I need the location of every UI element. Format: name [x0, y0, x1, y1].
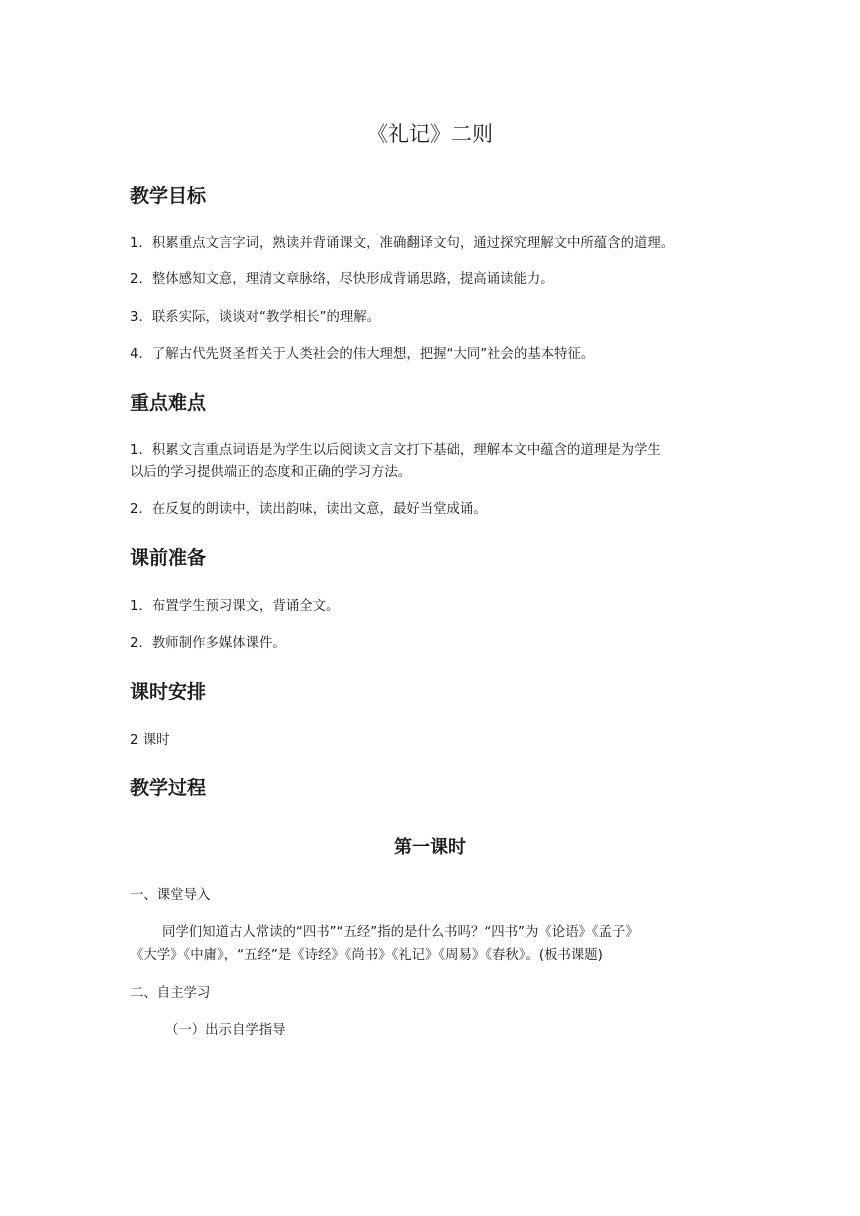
goal-item-2: 2．整体感知文意，理清文章脉络，尽快形成背诵思路，提高诵读能力。 [130, 272, 554, 287]
key-point-1-line2: 以后的学习提供端正的态度和正确的学习方法。 [130, 465, 412, 480]
prep-item-2: 2．教师制作多媒体课件。 [130, 636, 286, 651]
prep-item-1: 1．布置学生预习课文，背诵全文。 [130, 599, 340, 614]
part1-heading: 一、课堂导入 [130, 888, 211, 903]
section-heading-schedule: 课时安排 [130, 681, 207, 703]
section-heading-preparation: 课前准备 [130, 547, 207, 569]
section-heading-goals: 教学目标 [130, 185, 207, 207]
schedule-text: 2 课时 [130, 733, 170, 748]
part1-text-line2: 《大学》《中庸》，“五经”是《诗经》《尚书》《礼记》《周易》《春秋》。(板书课题) [130, 948, 603, 963]
section-heading-process: 教学过程 [130, 777, 207, 799]
goal-item-4: 4．了解古代先贤圣哲关于人类社会的伟大理想，把握“大同”社会的基本特征。 [130, 347, 595, 362]
document-title: 《礼记》二则 [367, 122, 493, 146]
key-point-1-line1: 1．积累文言重点词语是为学生以后阅读文言文打下基础，理解本文中蕴含的道理是为学生 [130, 443, 661, 458]
key-point-2: 2．在反复的朗读中，读出韵味，读出文意，最好当堂成诵。 [130, 502, 487, 517]
part2-heading: 二、自主学习 [130, 986, 211, 1001]
lesson-title: 第一课时 [394, 837, 466, 858]
goal-item-1: 1．积累重点文言字词，熟读并背诵课文，准确翻译文句，通过探究理解文中所蕴含的道理。 [130, 236, 675, 251]
part1-text-line1: 同学们知道古人常读的“四书”“五经”指的是什么书吗？“四书”为《论语》《孟子》 [162, 925, 639, 940]
section-heading-key-points: 重点难点 [130, 392, 207, 414]
goal-item-3: 3．联系实际，谈谈对“教学相长”的理解。 [130, 310, 381, 325]
part2-subheading: （一）出示自学指导 [165, 1023, 286, 1038]
